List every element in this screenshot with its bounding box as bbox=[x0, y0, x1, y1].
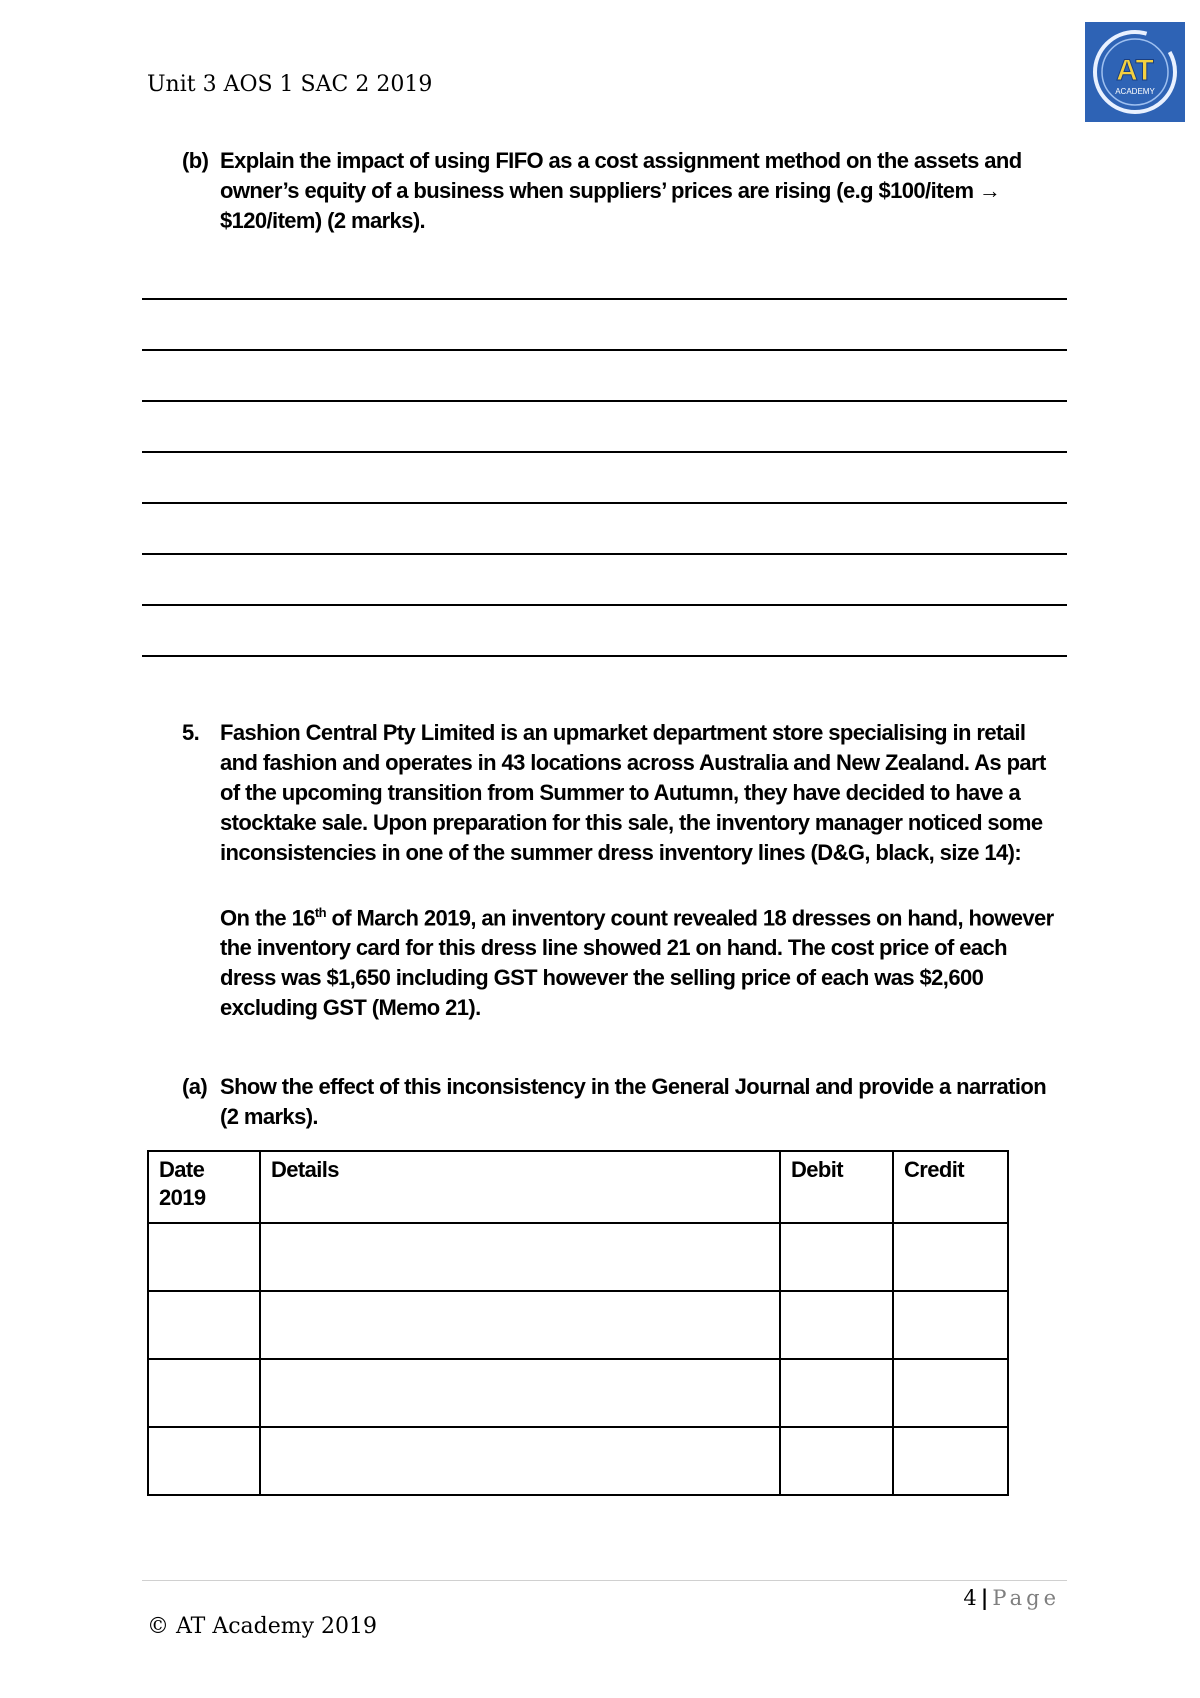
column-header-credit: Credit bbox=[893, 1151, 1008, 1223]
general-journal-table bbox=[147, 1150, 1009, 1496]
credit-cell[interactable] bbox=[893, 1223, 1008, 1291]
answer-line[interactable] bbox=[142, 451, 1067, 453]
credit-cell[interactable] bbox=[893, 1427, 1008, 1495]
column-header-details: Details bbox=[260, 1151, 780, 1223]
date-cell[interactable] bbox=[148, 1427, 260, 1495]
page-label: Page bbox=[992, 1586, 1060, 1610]
date-cell[interactable] bbox=[148, 1359, 260, 1427]
question-5-paragraph-1: Fashion Central Pty Limited is an upmarket department store specialising in retail and fashion and operates in 43 locations across Australia and New Zealand. As part of the upcoming transition from Summer to Autumn, they have decided to have a stocktake sale. Upon preparation for this sale, the inventory manager noticed some inconsistencies in one of the summer dress inventory lines (D&G, black, size 14): bbox=[220, 720, 1046, 865]
question-text: Explain the impact of using FIFO as a cost assignment method on the assets and owner’s equity of a business when suppliers’ prices are rising (e.g $100/item → $120/item) (2 marks). bbox=[220, 148, 1022, 233]
logo-subtext: ACADEMY bbox=[1115, 87, 1155, 96]
table-header-row bbox=[148, 1151, 1008, 1223]
logo-text: AT bbox=[1116, 54, 1154, 87]
question-5 bbox=[182, 718, 1062, 1023]
question-marker: (a) bbox=[182, 1074, 208, 1099]
debit-cell[interactable] bbox=[780, 1359, 893, 1427]
date-cell[interactable] bbox=[148, 1223, 260, 1291]
debit-cell[interactable] bbox=[780, 1223, 893, 1291]
answer-lines bbox=[142, 298, 1067, 706]
answer-line[interactable] bbox=[142, 655, 1067, 657]
answer-line[interactable] bbox=[142, 349, 1067, 351]
para2-text-end: of March 2019, an inventory count revealed 18 dresses on hand, however the inventory card for this dress line showed 21 on hand. The cost price of each dress was $1,650 including GST however the selling price of each was $2,600 excluding GST (Memo 21). bbox=[220, 905, 1054, 1021]
debit-cell[interactable] bbox=[780, 1291, 893, 1359]
question-marker: (b) bbox=[182, 148, 209, 173]
table-row bbox=[148, 1223, 1008, 1291]
table-row bbox=[148, 1427, 1008, 1495]
para2-text-start: On the 16 bbox=[220, 905, 315, 931]
logo-emblem-icon bbox=[1085, 22, 1185, 122]
question-5-paragraph-2 bbox=[220, 898, 1062, 1023]
debit-cell[interactable] bbox=[780, 1427, 893, 1495]
question-marker: 5. bbox=[182, 720, 200, 745]
column-header-date bbox=[148, 1151, 260, 1223]
ordinal-suffix: th bbox=[314, 905, 326, 920]
details-cell[interactable] bbox=[260, 1359, 780, 1427]
at-academy-logo bbox=[1085, 22, 1185, 122]
date-header-line1: Date bbox=[159, 1157, 205, 1182]
details-cell[interactable] bbox=[260, 1427, 780, 1495]
question-4b bbox=[182, 146, 1062, 236]
date-cell[interactable] bbox=[148, 1291, 260, 1359]
page-number bbox=[963, 1585, 1060, 1610]
table-row bbox=[148, 1291, 1008, 1359]
details-cell[interactable] bbox=[260, 1291, 780, 1359]
question-text: Show the effect of this inconsistency in the General Journal and provide a narration (2 marks). bbox=[220, 1074, 1047, 1129]
answer-line[interactable] bbox=[142, 400, 1067, 402]
question-5a bbox=[182, 1072, 1062, 1132]
document-header: Unit 3 AOS 1 SAC 2 2019 bbox=[147, 72, 433, 97]
details-cell[interactable] bbox=[260, 1223, 780, 1291]
credit-cell[interactable] bbox=[893, 1359, 1008, 1427]
page-separator: | bbox=[980, 1585, 989, 1610]
table-row bbox=[148, 1359, 1008, 1427]
answer-line[interactable] bbox=[142, 604, 1067, 606]
answer-line[interactable] bbox=[142, 298, 1067, 300]
page-number-value: 4 bbox=[963, 1586, 977, 1610]
footer-divider bbox=[142, 1580, 1067, 1581]
answer-line[interactable] bbox=[142, 502, 1067, 504]
column-header-debit: Debit bbox=[780, 1151, 893, 1223]
copyright-notice: © AT Academy 2019 bbox=[147, 1614, 378, 1639]
date-header-line2: 2019 bbox=[159, 1185, 206, 1210]
credit-cell[interactable] bbox=[893, 1291, 1008, 1359]
answer-line[interactable] bbox=[142, 553, 1067, 555]
